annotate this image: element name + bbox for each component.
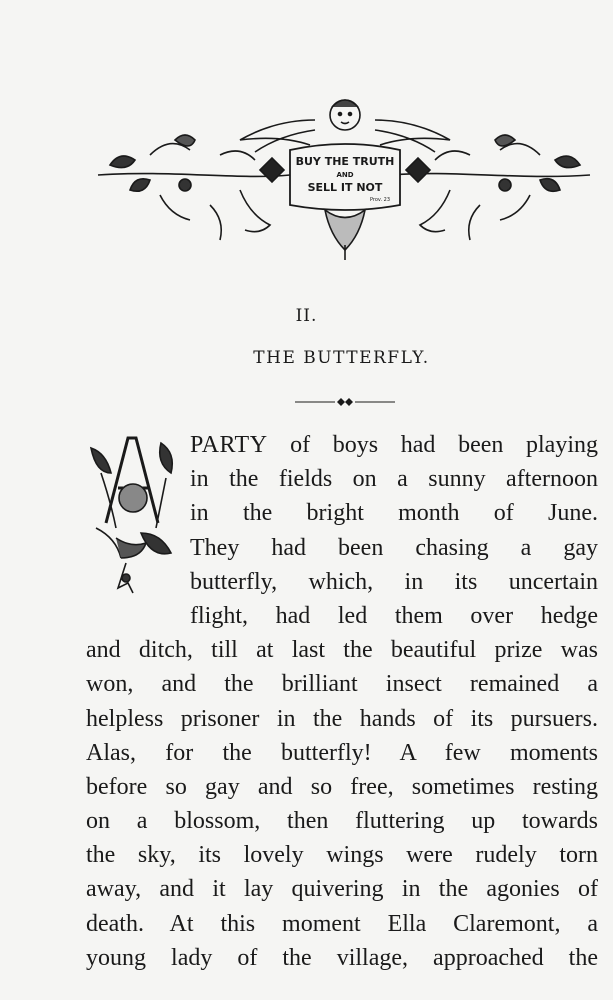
text-line: butterfly, which, in its uncertain bbox=[190, 568, 598, 595]
chapter-title: THE BUTTERFLY. bbox=[253, 348, 430, 368]
full-width-lines bbox=[0, 633, 598, 975]
text-line bbox=[190, 428, 598, 462]
text-line: on a blossom, then fluttering up towards bbox=[86, 808, 598, 835]
text-line: away, and it lay quivering in the agonies of bbox=[86, 876, 598, 903]
banner-reference: Prov. 23 bbox=[369, 197, 391, 203]
opening-line-rest: of boys had been playing bbox=[267, 432, 598, 458]
headpiece-ornament bbox=[90, 95, 600, 265]
opening-word: PARTY bbox=[190, 432, 268, 458]
chapter-number: II. bbox=[295, 306, 318, 326]
text-line: in the fields on a sunny afternoon bbox=[190, 466, 598, 493]
text-line: flight, had led them over hedge bbox=[190, 602, 598, 629]
text-line: helpless prisoner in the hands of its pursuers. bbox=[86, 705, 598, 732]
text-line: and ditch, till at last the beautiful prize was bbox=[86, 637, 598, 664]
text-line: They had been chasing a gay bbox=[190, 534, 598, 561]
banner-line-1: BUY THE TRUTH bbox=[295, 155, 395, 168]
banner-line-2: AND bbox=[336, 171, 354, 179]
text-line: young lady of the village, approached the bbox=[86, 944, 598, 971]
text-line: won, and the brilliant insect remained a bbox=[86, 671, 598, 698]
text-line: in the bright month of June. bbox=[190, 500, 598, 527]
text-line: the sky, its lovely wings were rudely torn bbox=[86, 842, 598, 869]
banner-line-3: SELL IT NOT bbox=[307, 181, 383, 194]
text-line: before so gay and so free, sometimes resting bbox=[86, 773, 598, 800]
dropcap-wrapped-lines bbox=[0, 428, 598, 633]
section-divider bbox=[295, 396, 395, 408]
chapter-body bbox=[0, 428, 598, 975]
text-line: Alas, for the butterfly! A few moments bbox=[86, 739, 598, 766]
text-line: death. At this moment Ella Claremont, a bbox=[86, 910, 598, 937]
